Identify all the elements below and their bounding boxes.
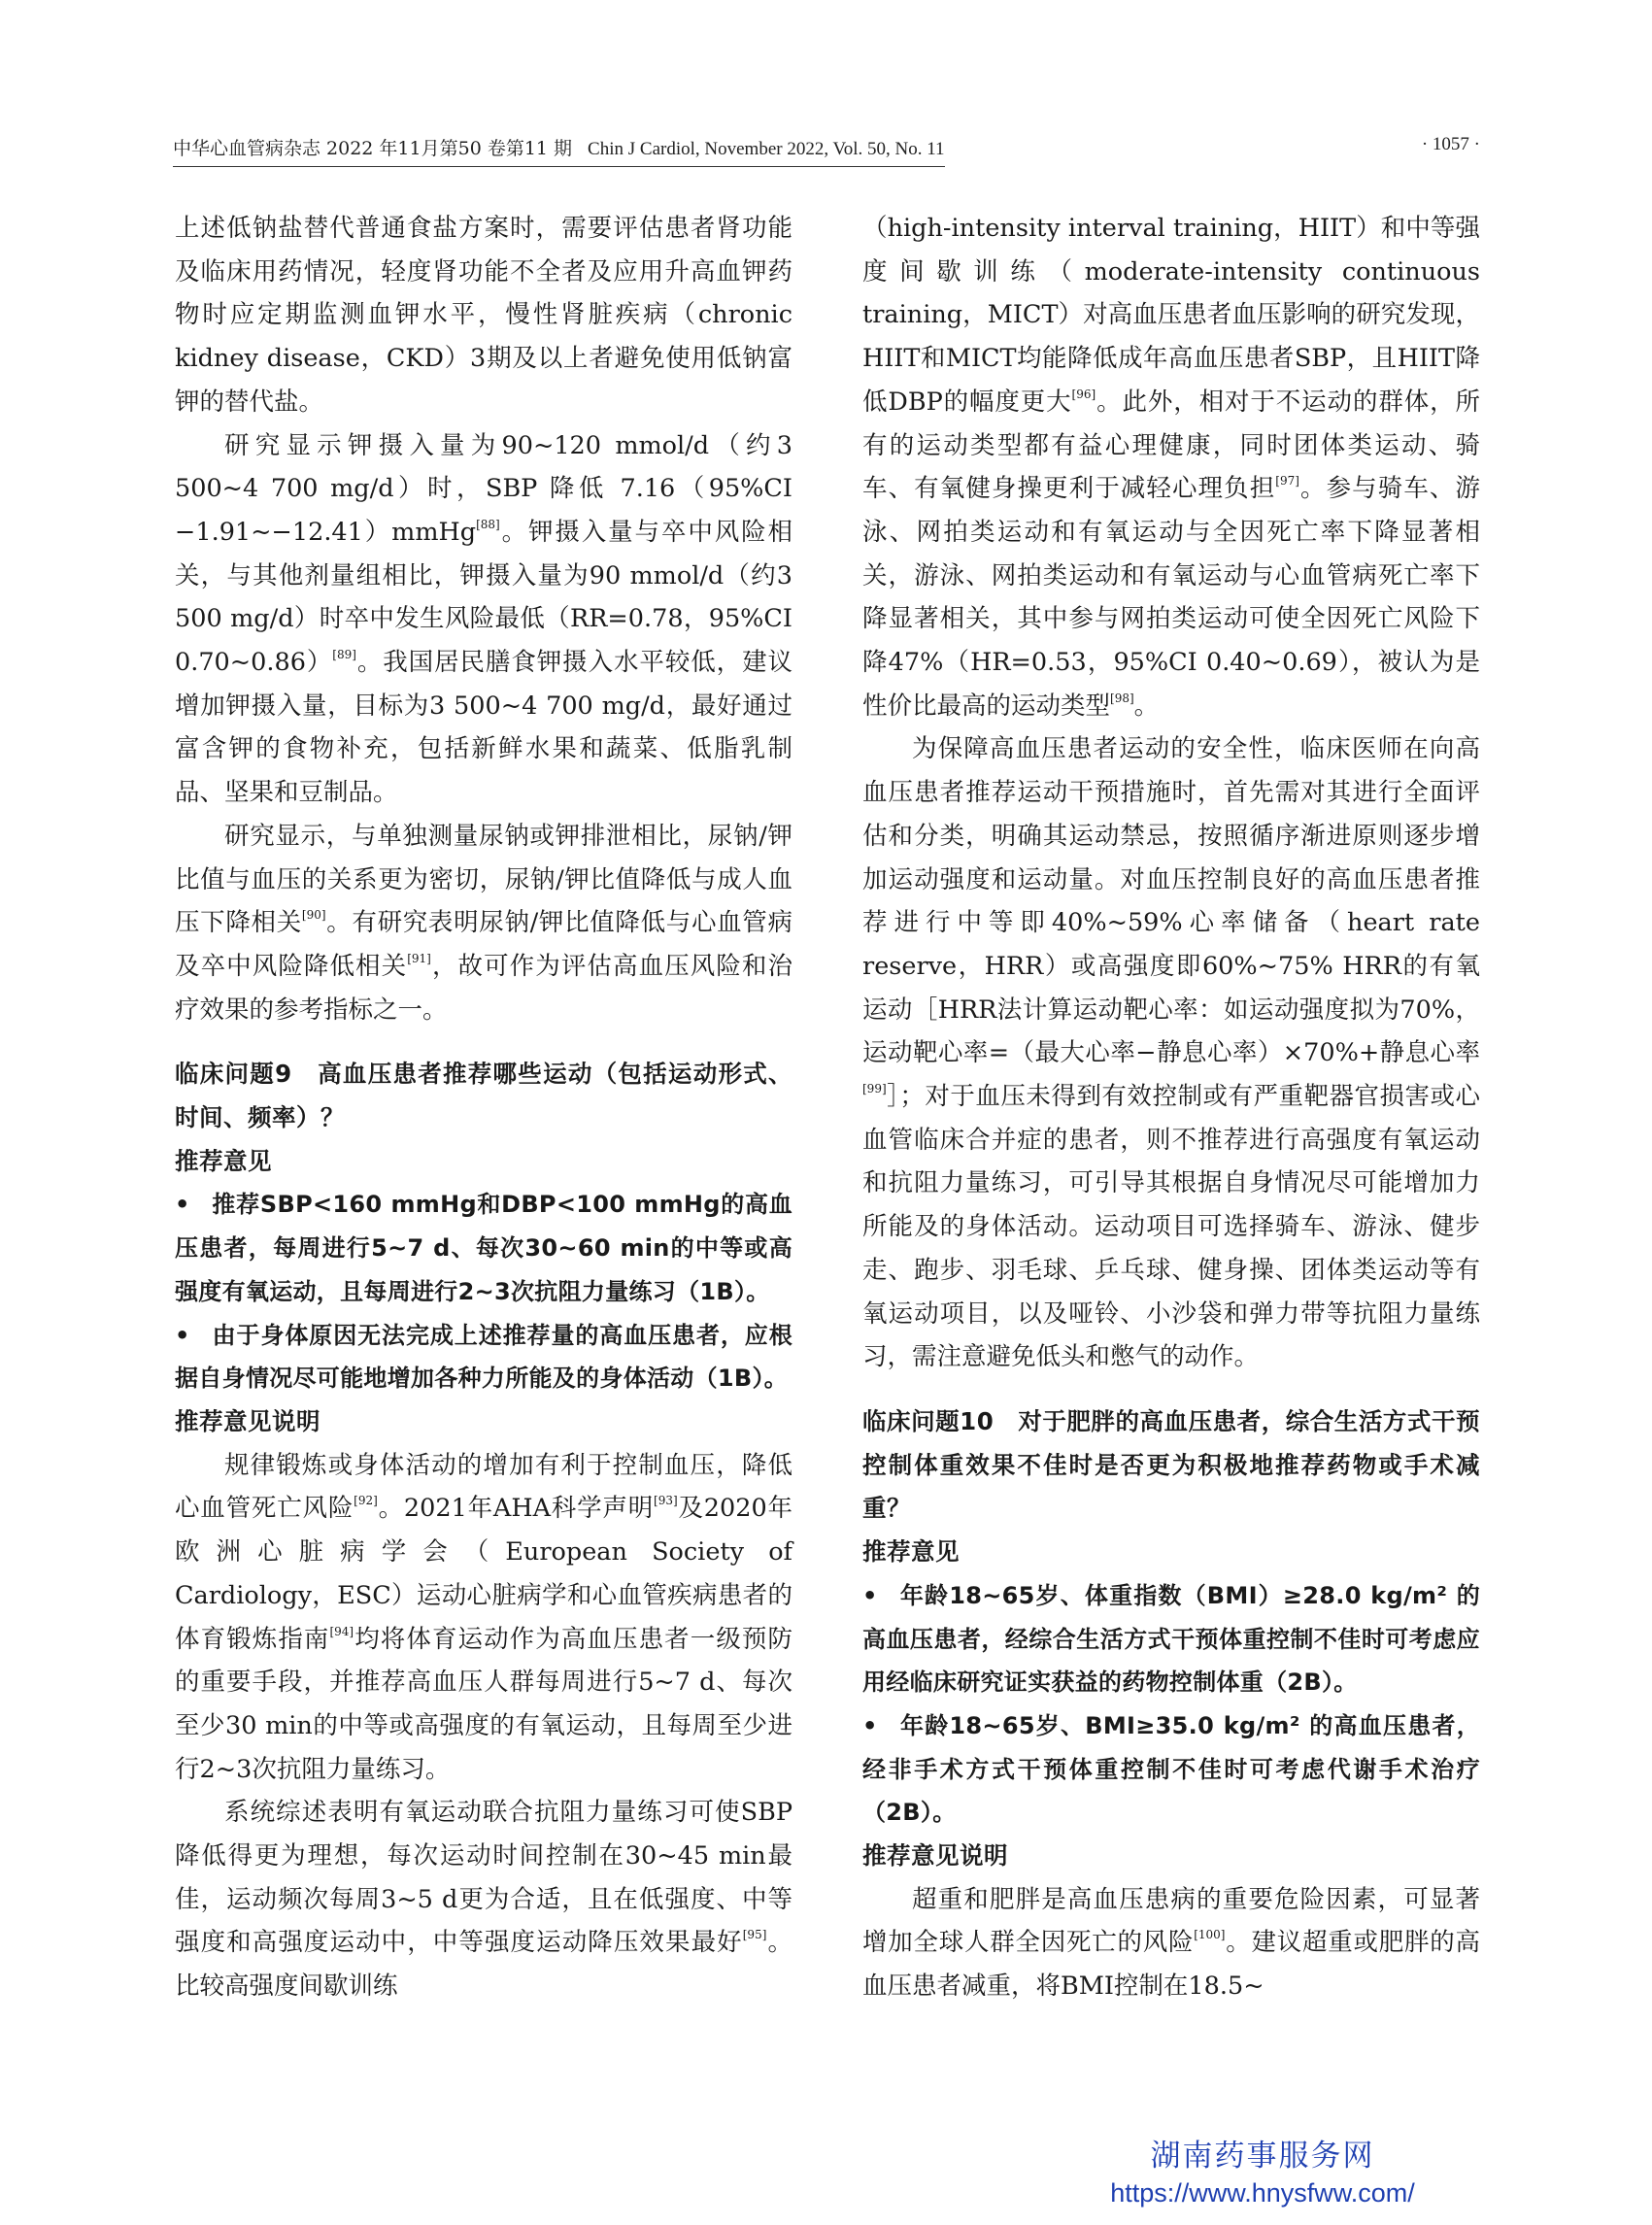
citation: [95]	[742, 1928, 767, 1942]
recommendation-item: • 年龄18~65岁、BMI≥35.0 kg/m² 的高血压患者，经非手术方式干预体重控制不佳时可考虑代谢手术治疗（2B）。	[862, 1704, 1480, 1835]
paragraph: （high-intensity interval training，HIIT）和中等强度间歇训练（moderate-intensity continuous training，MICT）对高血压患者血压影响的研究发现，HIIT和MICT均能降低成年高血压患者SBP，且HIIT降低DBP的幅度更大[96]。此外，相对于不运动的群体，所有的运动类型都有益心理健康，同时团体类运动、骑车、有氧健身操更利于减轻心理负担[97]。参与骑车、游泳、网拍类运动和有氧运动与全因死亡率下降显著相关，游泳、网拍类运动和有氧运动与心血管病死亡率下降显著相关，其中参与网拍类运动可使全因死亡风险下降47%（HR=0.53，95%CI 0.40~0.69），被认为是性价比最高的运动类型[98]。	[862, 214, 1480, 721]
citation: [99]	[862, 1082, 887, 1096]
citation: [100]	[1194, 1928, 1226, 1942]
citation: [96]	[1071, 387, 1096, 401]
right-column	[862, 207, 1480, 2008]
citation: [98]	[1110, 691, 1134, 705]
subsection-heading: 推荐意见说明	[175, 1406, 320, 1435]
bullet-icon: •	[175, 1321, 190, 1349]
recommendation-item: • 推荐SBP<160 mmHg和DBP<100 mmHg的高血压患者，每周进行5~7 d、每次30~60 min的中等或高强度有氧运动，且每周进行2~3次抗阻力量练习（1B）。	[175, 1183, 792, 1313]
citation: [94]	[329, 1624, 354, 1638]
watermark-site-name: 湖南药事服务网	[1150, 2139, 1375, 2174]
citation: [88]	[476, 517, 500, 531]
section-heading: 临床问题10 对于肥胖的高血压患者，综合生活方式干预控制体重效果不佳时是否更为积极地推荐药物或手术减重？	[862, 1406, 1480, 1523]
citation: [92]	[354, 1494, 378, 1508]
journal-citation	[173, 134, 945, 167]
journal-title-en: Chin J Cardiol, November 2022, Vol. 50, No. 11	[588, 139, 945, 159]
recommendation-item: • 年龄18~65岁、体重指数（BMI）≥28.0 kg/m² 的高血压患者，经综合生活方式干预体重控制不佳时可考虑应用经临床研究证实获益的药物控制体重（2B）。	[862, 1574, 1480, 1704]
journal-title-cn: 中华心血管病杂志 2022 年11月第50 卷第11 期	[173, 138, 573, 159]
citation: [93]	[654, 1494, 678, 1508]
paragraph: 为保障高血压患者运动的安全性，临床医师在向高血压患者推荐运动干预措施时，首先需对其进行全面评估和分类，明确其运动禁忌，按照循序渐进原则逐步增加运动强度和运动量。对血压控制良好的高血压患者推荐进行中等即40%~59%心率储备（heart rate reserve，HRR）或高强度即60%~75% HRR的有氧运动［HRR法计算运动靶心率：如运动强度拟为70%，运动靶心率=（最大心率−静息心率）×70%+静息心率[99]］；对于血压未得到有效控制或有严重靶器官损害或心血管临床合并症的患者，则不推荐进行高强度有氧运动和抗阻力量练习，可引导其根据自身情况尽可能增加力所能及的身体活动。运动项目可选择骑车、游泳、健步走、跑步、羽毛球、乒乓球、健身操、团体类运动等有氧运动项目，以及哑铃、小沙袋和弹力带等抗阻力量练习，需注意避免低头和憋气的动作。	[862, 734, 1480, 1372]
citation: [90]	[301, 908, 326, 923]
citation: [89]	[332, 648, 356, 662]
citation: [97]	[1275, 474, 1299, 489]
bullet-icon: •	[175, 1191, 190, 1219]
paragraph: 超重和肥胖是高血压患病的重要危险因素，可显著增加全球人群全因死亡的风险[100]。建议超重或肥胖的高血压患者减重，将BMI控制在18.5~	[862, 1884, 1480, 2002]
bullet-icon: •	[862, 1581, 878, 1609]
watermark-url[interactable]: https://www.hnysfww.com/	[1110, 2178, 1415, 2208]
recommendation-item: • 由于身体原因无法完成上述推荐量的高血压患者，应根据自身情况尽可能地增加各种力所能及的身体活动（1B）。	[175, 1314, 792, 1400]
section-heading: 临床问题9 高血压患者推荐哪些运动（包括运动形式、时间、频率）？	[175, 1060, 792, 1132]
subsection-heading: 推荐意见说明	[862, 1841, 1008, 1871]
subsection-heading: 推荐意见	[175, 1146, 272, 1175]
paragraph: 规律锻炼或身体活动的增加有利于控制血压，降低心血管死亡风险[92]。2021年AHA科学声明[93]及2020年欧洲心脏病学会（European Society of Cardiology，ESC）运动心脏病学和心血管疾病患者的体育锻炼指南[94]均将体育运动作为高血压患者一级预防的重要手段，并推荐高血压人群每周进行5~7 d、每次至少30 min的中等或高强度的有氧运动，且每周至少进行2~3次抗阻力量练习。	[175, 1450, 792, 1784]
paragraph: 研究显示，与单独测量尿钠或钾排泄相比，尿钠/钾比值与血压的关系更为密切，尿钠/钾比值降低与成人血压下降相关[90]。有研究表明尿钠/钾比值降低与心血管病及卒中风险降低相关[91]，故可作为评估高血压风险和治疗效果的参考指标之一。	[175, 821, 792, 1025]
left-column	[175, 207, 792, 2008]
watermark	[1059, 2137, 1467, 2210]
running-header	[173, 134, 1480, 167]
page-number: · 1057 ·	[1421, 134, 1480, 154]
subsection-heading: 推荐意见	[862, 1537, 960, 1567]
paragraph: 上述低钠盐替代普通食盐方案时，需要评估患者肾功能及临床用药情况，轻度肾功能不全者及应用升高血钾药物时应定期监测血钾水平，慢性肾脏疾病（chronic kidney disease，CKD）3期及以上者避免使用低钠富钾的替代盐。	[175, 214, 792, 417]
citation: [91]	[407, 951, 431, 965]
paragraph: 研究显示钾摄入量为90~120 mmol/d（约3 500~4 700 mg/d）时，SBP 降低 7.16（95%CI −1.91~−12.41）mmHg[88]。钾摄入量与卒中风险相关，与其他剂量组相比，钾摄入量为90 mmol/d（约3 500 mg/d）时卒中发生风险最低（RR=0.78，95%CI 0.70~0.86）[89]。我国居民膳食钾摄入水平较低，建议增加钾摄入量，目标为3 500~4 700 mg/d，最好通过富含钾的食物补充，包括新鲜水果和蔬菜、低脂乳制品、坚果和豆制品。	[175, 430, 792, 808]
paragraph: 系统综述表明有氧运动联合抗阻力量练习可使SBP降低得更为理想，每次运动时间控制在30~45 min最佳，运动频次每周3~5 d更为合适，且在低强度、中等强度和高强度运动中，中等强度运动降压效果最好[95]。比较高强度间歇训练	[175, 1798, 792, 2002]
bullet-icon: •	[862, 1711, 878, 1739]
